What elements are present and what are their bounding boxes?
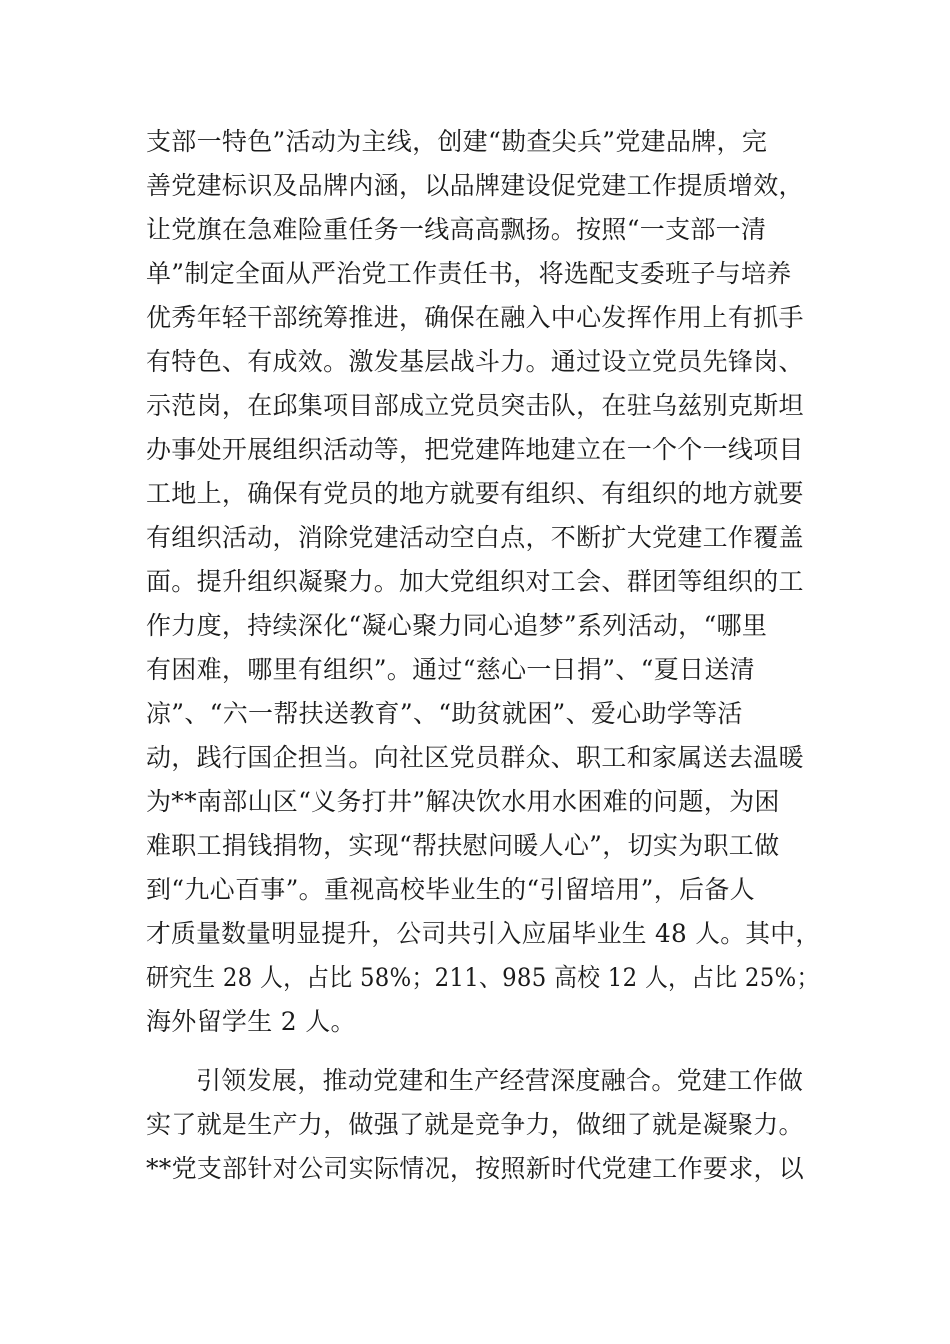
text-line: 到“九心百事”。重视高校毕业生的“引留培用”，后备人: [146, 875, 755, 904]
text-line: 研究生 28 人，占比 58%；211、985 高校 12 人，占比 25%；: [146, 963, 820, 992]
text-line: 优秀年轻干部统筹推进，确保在融入中心发挥作用上有抓手: [146, 303, 804, 332]
text-line: 有困难，哪里有组织”。通过“慈心一日捐”、“夏日送清: [146, 655, 755, 684]
text-line: 有特色、有成效。激发基层战斗力。通过设立党员先锋岗、: [146, 347, 804, 376]
text-line: 难职工捐钱捐物，实现“帮扶慰问暖人心”，切实为职工做: [146, 831, 780, 860]
text-line: 示范岗，在邱集项目部成立党员突击队，在驻乌兹别克斯坦: [146, 391, 804, 420]
text-line: 作力度，持续深化“凝心聚力同心追梦”系列活动，“哪里: [146, 611, 768, 640]
text-line: 动，践行国企担当。向社区党员群众、职工和家属送去温暖: [146, 743, 804, 772]
text-line: 有组织活动，消除党建活动空白点，不断扩大党建工作覆盖: [146, 523, 804, 552]
text-line: 工地上，确保有党员的地方就要有组织、有组织的地方就要: [146, 479, 804, 508]
text-line: 面。提升组织凝聚力。加大党组织对工会、群团等组织的工: [146, 567, 804, 596]
paragraph-first-line: 引领发展，推动党建和生产经营深度融合。党建工作做: [196, 1066, 804, 1095]
text-line: 支部一特色”活动为主线，创建“勘查尖兵”党建品牌，完: [146, 127, 768, 156]
text-line: 让党旗在急难险重任务一线高高飘扬。按照“一支部一清: [146, 215, 767, 244]
text-line: **党支部针对公司实际情况，按照新时代党建工作要求，以: [146, 1154, 805, 1183]
text-line: 才质量数量明显提升，公司共引入应届毕业生 48 人。其中，: [146, 919, 821, 948]
text-line: 单”制定全面从严治党工作责任书，将选配支委班子与培养: [146, 259, 792, 288]
text-line: 凉”、“六一帮扶送教育”、“助贫就困”、爱心助学等活: [146, 699, 743, 728]
text-line: 实了就是生产力，做强了就是竞争力，做细了就是凝聚力。: [146, 1110, 804, 1139]
text-line: 善党建标识及品牌内涵，以品牌建设促党建工作提质增效，: [146, 171, 804, 200]
text-line: 海外留学生 2 人。: [146, 1007, 356, 1036]
text-line: 办事处开展组织活动等，把党建阵地建立在一个个一线项目: [146, 435, 804, 464]
text-line: 为**南部山区“义务打井”解决饮水用水困难的问题，为困: [146, 787, 780, 816]
